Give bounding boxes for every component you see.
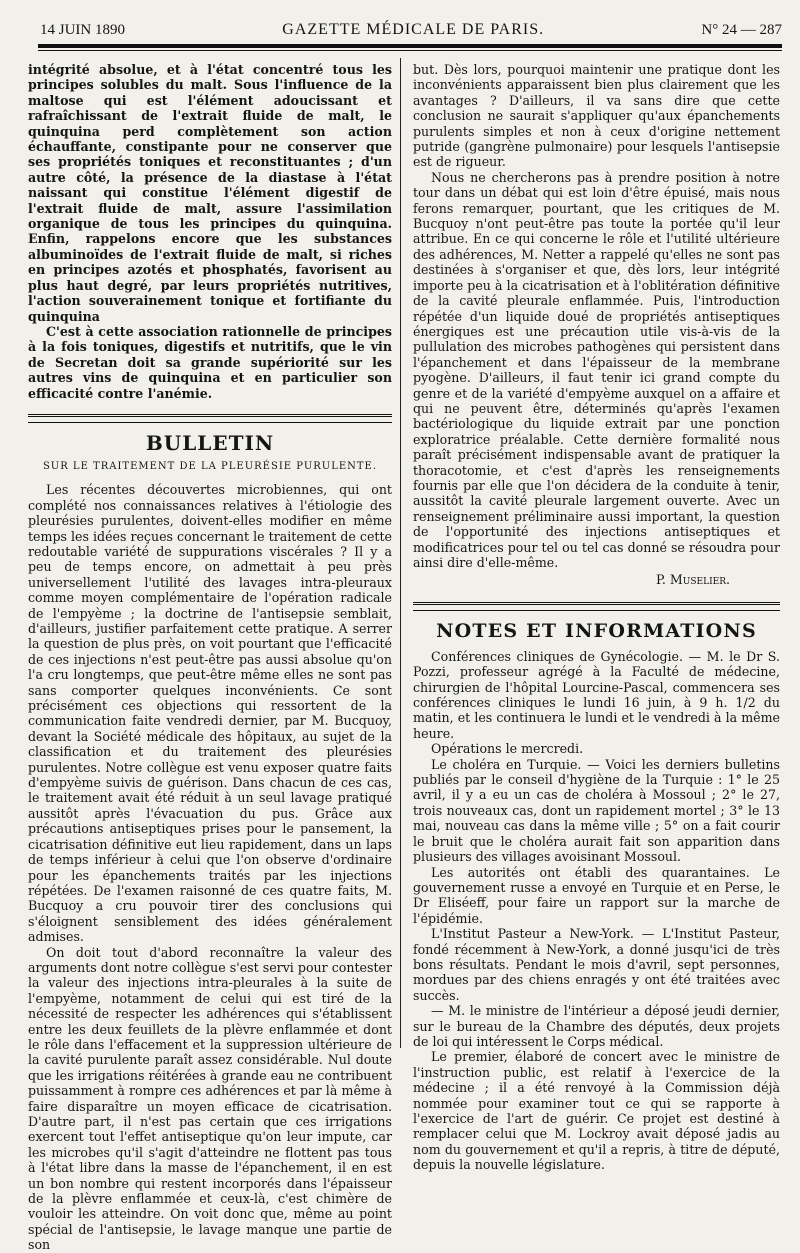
issue-date: 14 JUIN 1890 (40, 21, 125, 38)
column-divider (400, 58, 401, 1048)
section-separator (413, 602, 780, 611)
note-quarantaines: Les autorités ont établi des quarantaines. Le gouvernement russe a envoyé en Turquie et en Perse, le Dr Eliséeff, pour faire un rapport sur la marche de l'épidémie. (413, 864, 780, 926)
note-ministre: — M. le ministre de l'intérieur a déposé jeudi dernier, sur le bureau de la Chambre des députés, deux projets de loi qui intéressent le Corps médical. (413, 1003, 780, 1049)
note-cholera: Le choléra en Turquie. — Voici les derniers bulletins publiés par le conseil d'hygiène de la Turquie : 1° le 25 avril, il y a eu un cas de choléra à Mossoul ; 2° le 27, trois nouveaux cas, dont un rapidement mortel ; 3° le 13 mai, nouveau cas dans la même ville ; 5° on a fait courir le bruit que le choléra aurait fait son apparition dans plusieurs des villages avoisinant Mossoul. (413, 756, 780, 865)
journal-title: GAZETTE MÉDICALE DE PARIS. (282, 21, 545, 38)
header-rule-thick (38, 44, 782, 48)
bulletin-paragraph-3: but. Dès lors, pourquoi maintenir une pratique dont les inconvénients apparaissent bien plus clairement que les avantages ? D'ailleurs, il va sans dire que cette conclusion ne saurait s'appliquer qu'aux épanchements purulents simples et non à ceux d'origine nettement putride (gangrène pulmonaire) pour lesquels l'antisepsie est de rigueur. (413, 62, 780, 170)
bulletin-subtitle: SUR LE TRAITEMENT DE LA PLEURÉSIE PURULENTE. (42, 460, 378, 472)
note-institut-pasteur: L'Institut Pasteur a New-York. — L'Institut Pasteur, fondé récemment à New-York, a donné jusqu'ici de très bons résultats. Pendant le mois d'avril, sept personnes, mordues par des chiens enragés y ont été traitées avec succès. (413, 926, 780, 1003)
note-gynecologie: Conférences cliniques de Gynécologie. — M. le Dr S. Pozzi, professeur agrégé à la Faculté de médecine, chirurgien de l'hôpital Lourcine-Pascal, commencera ses conférences cliniques le lundi 16 juin, à 9 h. 1/2 du matin, et les continuera le lundi et le vendredi à la même heure. (413, 648, 780, 741)
issue-page-number: N° 24 — 287 (701, 21, 782, 38)
header-rule-thin (38, 50, 782, 51)
note-operations: Opérations le mercredi. (431, 741, 584, 757)
notes-title: NOTES ET INFORMATIONS (436, 619, 757, 642)
note-projet-loi: Le premier, élaboré de concert avec le ministre de l'instruction public, est relatif à l'exercice de la médecine ; il a été renvoyé à la Commission déjà nommée pour examiner tout ce qui se rapporte à l'exercice de l'art de guérir. Ce projet est destiné à remplacer celui que M. Lockroy avait déposé jadis au nom du gouvernement et qu'il a repris, à titre de député, depuis la nouvelle législature. (413, 1049, 780, 1173)
author-signature: P. Muselier. (655, 572, 730, 588)
bulletin-paragraph-1: Les récentes découvertes microbiennes, qui ont complété nos connaissances relatives à l'étiologie des pleurésies purulentes, doivent-elles modifier en même temps les idées reçues concernant le traitement de cette redoutable variété de suppurations viscérales ? Il y a peu de temps encore, on admettait à peu près universellement l'utilité des lavages intra-pleuraux comme moyen complémentaire de l'opération radicale de l'empyème ; la doctrine de l'antisepsie semblait, d'ailleurs, justifier parfaitement cette pratique. A serrer la question de plus près, on voit pourtant que l'efficacité de ces injections n'est peut-être pas aussi absolue qu'on l'a cru longtemps, que peut-être même elles ne sont pas sans comporter quelques inconvénients. Ce sont précisément ces objections qui ressortent de la communication faite vendredi dernier, par M. Bucquoy, devant la Société médicale des hôpitaux, au sujet de la classification et du traitement des pleurésies purulentes. Notre collègue est venu exposer quatre faits d'empyème suivis de guérison. Dans chacun de ces cas, le traitement avait été réduit à un seul lavage pratiqué aussitôt après l'évacuation du pus. Grâce aux précautions antiseptiques prises pour le pansement, la cicatrisation définitive eut lieu rapidement, dans un laps de temps inférieur à celui que l'on observe d'ordinaire pour les épanchements traités par les injections répétées. De l'examen raisonné de ces quatre faits, M. Bucquoy a cru pouvoir tirer des conclusions qui s'éloignent sensiblement des idées généralement admises. (28, 482, 392, 945)
bulletin-title: BULLETIN (145, 430, 275, 455)
right-column (413, 62, 780, 1173)
page-header (40, 18, 782, 42)
bulletin-paragraph-2: On doit tout d'abord reconnaître la valeur des arguments dont notre collègue s'est servi pour contester la valeur des injections intra-pleurales à la suite de l'empyème, notamment de celui qui est tiré de la nécessité de respecter les adhérences qui s'établissent entre les deux feuillets de la plèvre enflammée et dont le rôle dans l'effacement et la suppression ultérieure de la cavité purulente paraît assez considérable. Nul doute que les irrigations réitérées à grande eau ne contribuent puissamment à rompre ces adhérences et par là même à faire disparaître un moyen efficace de cicatrisation. D'autre part, il n'est pas certain que ces irrigations exercent tout l'effet antiseptique qu'on leur impute, car les microbes qu'il s'agit d'atteindre ne flottent pas tous à l'état libre dans la masse de l'épanchement, il en est un bon nombre qui restent incorporés dans l'épaisseur de la plèvre enflammée et ceux-là, c'est chimère de vouloir les atteindre. On voit donc que, même au point spécial de l'antisepsie, le lavage manque une partie de son (28, 944, 392, 1253)
left-column (28, 62, 392, 1253)
section-separator (28, 414, 392, 423)
advert-paragraph-2: C'est à cette association rationnelle de principes à la fois toniques, digestifs et nutritifs, que le vin de Secretan doit sa grande supériorité sur les autres vins de quinquina et en particulier son efficacité contre l'anémie. (28, 323, 392, 401)
advert-paragraph-1: intégrité absolue, et à l'état concentré tous les principes solubles du malt. Sous l'influence de la maltose qui est l'élément adoucissant et rafraîchissant de l'extrait fluide de malt, le quinquina perd complètement son action échauffante, constipante pour ne conserver que ses propriétés toniques et reconstituantes ; d'un autre côté, la présence de la diastase à l'état naissant qui constitue l'élément digestif de l'extrait fluide de malt, assure l'assimilation organique de tous les principes du quinquina. Enfin, rappelons encore que les substances albuminoïdes de l'extrait fluide de malt, si riches en principes azotés et phosphatés, favorisent au plus haut degré, par leurs propriétés nutritives, l'action souverainement tonique et fortifiante du quinquina (28, 62, 392, 324)
bulletin-paragraph-4: Nous ne chercherons pas à prendre position à notre tour dans un débat qui est loin d'être épuisé, mais nous ferons remarquer, pourtant, que les critiques de M. Bucquoy n'ont peut-être pas toute la portée qu'il leur attribue. En ce qui concerne le rôle et l'utilité ultérieure des adhérences, M. Netter a rappelé qu'elles ne sont pas destinées à s'organiser et que, dès lors, leur intégrité importe peu à la cicatrisation et à l'oblitération définitive de la cavité pleurale enflammée. Puis, l'introduction répétée d'un liquide doué de propriétés antiseptiques énergiques est une précaution utile vis-à-vis de la pullulation des microbes pathogènes qui persistent dans l'épanchement et dans l'épaisseur de la membrane pyogène. D'ailleurs, il faut tenir ici grand compte du genre et de la variété d'empyème auxquel on a affaire et qui ne peuvent être, déterminés qu'après l'examen bactériologique du liquide extrait par une ponction exploratrice préalable. Cette dernière formalité nous paraît précisément indispensable avant de pratiquer la thoracotomie, et c'est d'après les renseignements fournis par elle que l'on décidera de la conduite à tenir, aussitôt la cavité pleurale largement ouverte. Avec un renseignement préliminaire aussi important, la question de l'opportunité des injections antiseptiques et modificatrices pour tel ou tel cas donné se résoudra pour ainsi dire d'elle-même. (413, 169, 780, 570)
